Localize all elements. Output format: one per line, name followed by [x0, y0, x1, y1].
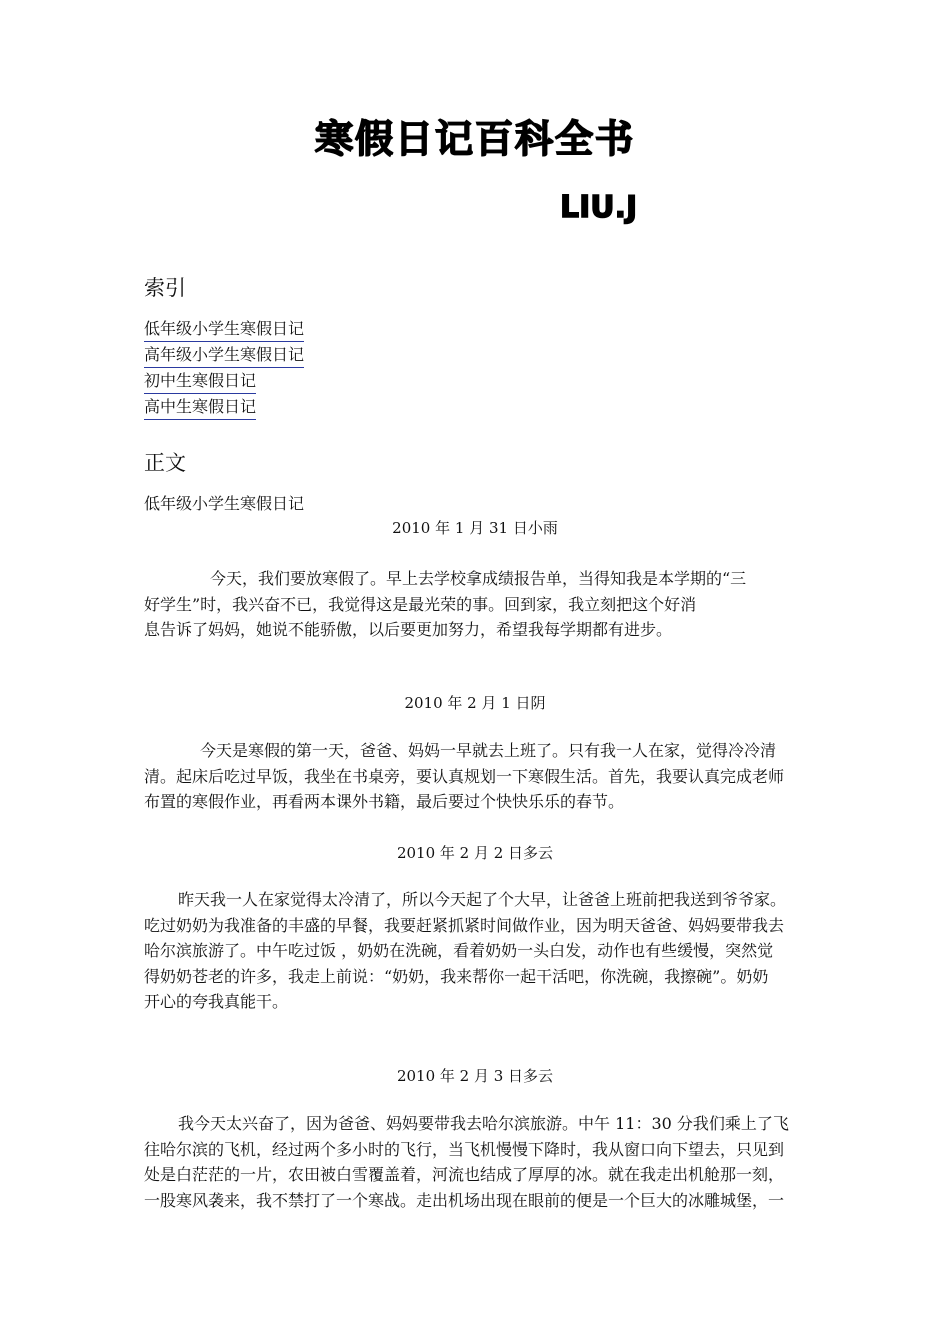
- entry-date: 2010 年 2 月 3 日多云: [396, 1067, 554, 1085]
- paragraph-line: 我今天太兴奋了，因为爸爸、妈妈要带我去哈尔滨旅游。中午 11：30 分我们乘上了飞: [178, 1114, 789, 1133]
- paragraph-line: 息告诉了妈妈，她说不能骄傲，以后要更加努力，希望我每学期都有进步。: [144, 620, 673, 639]
- paragraph-line: 一股寒风袭来，我不禁打了一个寒战。走出机场出现在眼前的便是一个巨大的冰雕城堡，一: [144, 1190, 785, 1210]
- paragraph-line: 今天，我们要放寒假了。早上去学校拿成绩报告单，当得知我是本学期的“三: [210, 569, 747, 588]
- section-title: 低年级小学生寒假日记: [144, 494, 305, 513]
- paragraph-line: 往哈尔滨的飞机，经过两个多小时的飞行，当飞机慢慢下降时，我从窗口向下望去，只见到: [144, 1139, 785, 1159]
- toc-link-junior-high[interactable]: 初中生寒假日记: [144, 368, 256, 394]
- toc-link-upper-primary[interactable]: 高年级小学生寒假日记: [144, 342, 304, 368]
- paragraph-line: 开心的夸我真能干。: [144, 992, 289, 1011]
- toc-link-lower-primary[interactable]: 低年级小学生寒假日记: [144, 316, 304, 342]
- entry-date: 2010 年 2 月 2 日多云: [396, 844, 554, 862]
- document-author: LIU.J: [560, 190, 638, 225]
- paragraph-line: 吃过奶奶为我准备的丰盛的早餐，我要赶紧抓紧时间做作业，因为明天爸爸、妈妈要带我去: [144, 915, 785, 935]
- paragraph-line: 哈尔滨旅游了。中午吃过饭 ，奶奶在洗碗，看着奶奶一头白发，动作也有些缓慢，突然觉: [144, 941, 774, 960]
- index-heading: 索引: [144, 276, 186, 300]
- entry-date: 2010 年 2 月 1 日阴: [404, 694, 546, 712]
- document-title: 寒假日记百科全书: [314, 117, 635, 161]
- paragraph-line: 得奶奶苍老的许多，我走上前说：“奶奶，我来帮你一起干活吧，你洗碗，我擦碗”。奶奶: [144, 966, 769, 986]
- paragraph-line: 布置的寒假作业，再看两本课外书籍，最后要过个快快乐乐的春节。: [144, 792, 625, 811]
- table-of-contents: [144, 316, 304, 420]
- entry-paragraph: [144, 738, 808, 815]
- entry-paragraph: [144, 1111, 808, 1213]
- entry-paragraph: [144, 566, 808, 643]
- entry-paragraph: [144, 887, 808, 1015]
- paragraph-line: 清。起床后吃过早饭，我坐在书桌旁，要认真规划一下寒假生活。首先，我要认真完成老师: [144, 766, 785, 786]
- paragraph-line: 好学生”时，我兴奋不已，我觉得这是最光荣的事。回到家，我立刻把这个好消: [144, 594, 697, 614]
- body-heading: 正文: [144, 451, 186, 475]
- toc-link-senior-high[interactable]: 高中生寒假日记: [144, 394, 256, 420]
- paragraph-line: 昨天我一人在家觉得太冷清了，所以今天起了个大早，让爸爸上班前把我送到爷爷家。: [178, 890, 787, 909]
- paragraph-line: 今天是寒假的第一天，爸爸、妈妈一早就去上班了。只有我一人在家，觉得冷冷清: [200, 741, 777, 760]
- entry-date: 2010 年 1 月 31 日小雨: [392, 519, 558, 537]
- paragraph-line: 处是白茫茫的一片，农田被白雪覆盖着，河流也结成了厚厚的冰。就在我走出机舱那一刻，: [144, 1165, 785, 1184]
